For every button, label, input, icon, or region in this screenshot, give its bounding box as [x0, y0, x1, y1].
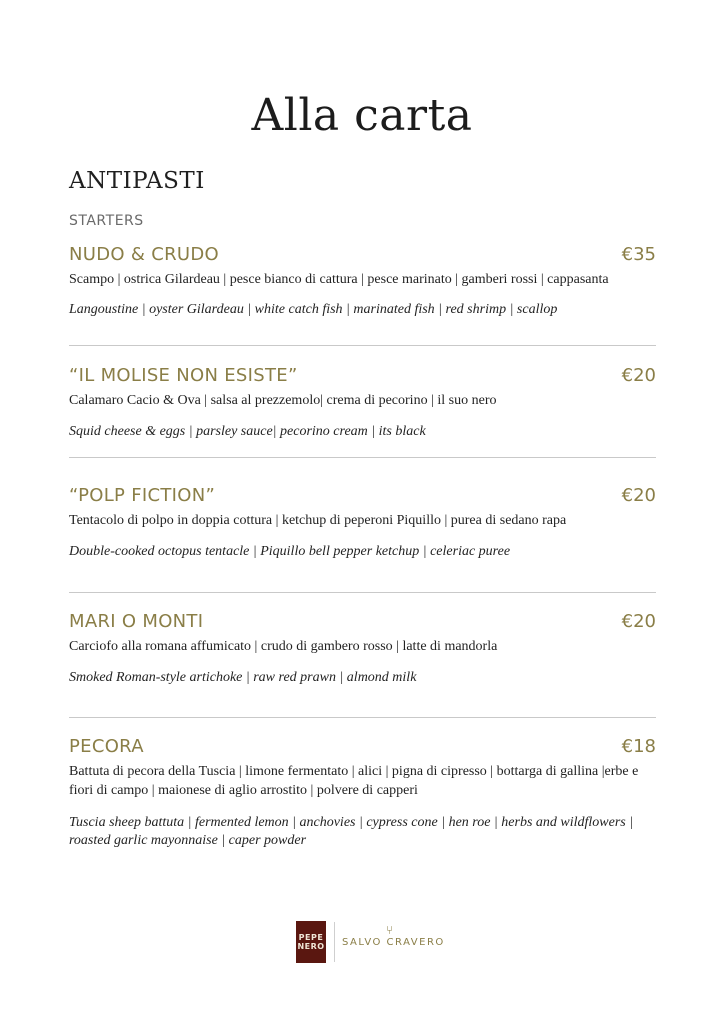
nero-logo-text: NERO — [297, 942, 325, 951]
item-price: €18 — [621, 736, 656, 757]
item-description-italian: Scampo | ostrica Gilardeau | pesce bianco di cattura | pesce marinato | gamberi rossi | cappasanta — [69, 272, 609, 287]
item-description-italian: Battuta di pecora della Tuscia | limone fermentato | alici | pigna di cipresso | bottarga di gallina |erbe e fiori di campo | maionese di aglio arrostito | polvere di capperi — [69, 764, 639, 798]
logo-divider — [334, 922, 335, 962]
divider — [69, 457, 656, 458]
item-description-italian: Carciofo alla romana affumicato | crudo di gambero rosso | latte di mandorla — [69, 639, 498, 654]
page-title: Alla carta — [251, 90, 473, 141]
item-description-english: Double-cooked octopus tentacle | Piquillo bell pepper ketchup | celeriac puree — [69, 544, 511, 559]
salvo-cravero-text: SALVO CRAVERO — [342, 936, 445, 948]
item-name: NUDO & CRUDO — [69, 244, 220, 265]
menu-item — [69, 736, 656, 850]
item-name: “IL MOLISE NON ESISTE” — [69, 365, 298, 386]
item-price: €35 — [621, 244, 656, 265]
salvo-cravero-logo — [342, 922, 445, 948]
section-subtitle: STARTERS — [69, 213, 144, 229]
menu-item — [69, 365, 656, 441]
item-description-italian: Calamaro Cacio & Ova | salsa al prezzemolo| crema di pecorino | il suo nero — [69, 393, 497, 408]
item-name: MARI O MONTI — [69, 611, 204, 632]
pepe-logo-text: PEPE — [298, 933, 324, 942]
item-price: €20 — [621, 611, 656, 632]
footer-logos — [296, 920, 445, 964]
divider — [69, 717, 656, 718]
divider — [69, 592, 656, 593]
item-description-english: Squid cheese & eggs | parsley sauce| pecorino cream | its black — [69, 424, 426, 439]
item-name: PECORA — [69, 736, 144, 757]
item-name: “POLP FICTION” — [69, 485, 216, 506]
item-description-english: Langoustine | oyster Gilardeau | white catch fish | marinated fish | red shrimp | scallop — [69, 302, 558, 317]
fork-icon: ⑂ — [386, 922, 395, 937]
item-description-english: Tuscia sheep battuta | fermented lemon | anchovies | cypress cone | hen roe | herbs and wildflowers | roasted garlic mayonnaise | caper powder — [69, 815, 634, 848]
item-price: €20 — [621, 365, 656, 386]
divider — [69, 345, 656, 346]
item-description-italian: Tentacolo di polpo in doppia cottura | ketchup di peperoni Piquillo | purea di sedano rapa — [69, 513, 567, 528]
menu-item — [69, 611, 656, 687]
item-description-english: Smoked Roman-style artichoke | raw red prawn | almond milk — [69, 670, 417, 685]
menu-item — [69, 244, 656, 319]
item-price: €20 — [621, 485, 656, 506]
menu-item — [69, 485, 656, 561]
section-title: ANTIPASTI — [69, 168, 205, 194]
pepe-nero-logo — [296, 921, 326, 963]
